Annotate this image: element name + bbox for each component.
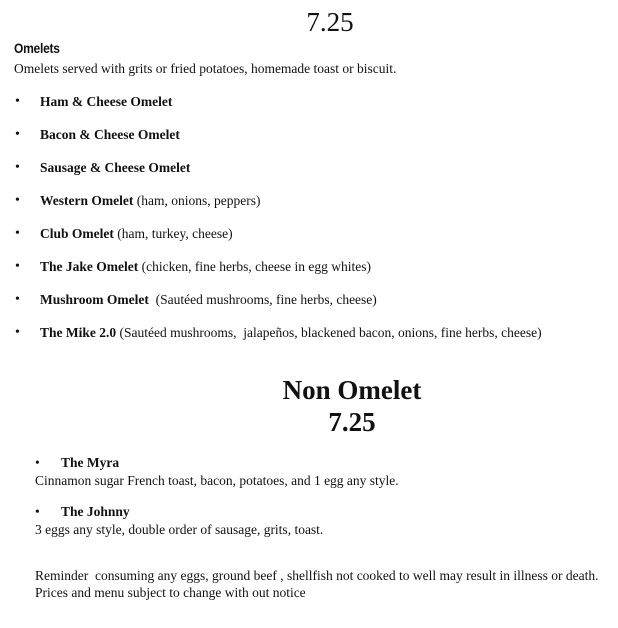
omelet-name: The Mike 2.0 — [40, 325, 117, 340]
list-item — [35, 454, 399, 489]
list-item — [0, 92, 618, 125]
omelet-name: Sausage & Cheese Omelet — [40, 160, 191, 175]
list-item — [0, 323, 618, 356]
notice-line-1: Reminder consuming any eggs, ground beef , shellfish not cooked to well may result in illness or death. — [35, 568, 599, 583]
omelets-heading: Omelets — [14, 40, 60, 56]
omelet-detail: (Sautéed mushrooms, fine herbs, cheese) — [148, 292, 377, 307]
omelet-list — [0, 92, 618, 356]
dish-description: Cinnamon sugar French toast, bacon, potatoes, and 1 egg any style. — [35, 473, 399, 488]
list-item — [0, 125, 618, 158]
omelet-name: Mushroom Omelet — [40, 292, 149, 307]
dish-name: The Myra — [61, 455, 120, 470]
list-item — [0, 257, 618, 290]
non-omelet-price: 7.25 — [328, 407, 376, 437]
omelet-name: The Jake Omelet — [40, 259, 139, 274]
bullet-icon: • — [15, 226, 20, 241]
omelets-description: Omelets served with grits or fried potatoes, homemade toast or biscuit. — [14, 61, 397, 76]
omelet-name: Ham & Cheese Omelet — [40, 94, 173, 109]
omelet-detail: (Sautéed mushrooms, jalapeños, blackened bacon, onions, fine herbs, cheese) — [116, 325, 542, 340]
bullet-icon: • — [35, 455, 40, 470]
omelet-detail: (chicken, fine herbs, cheese in egg whites) — [138, 259, 372, 274]
list-item — [0, 158, 618, 191]
omelet-name: Bacon & Cheese Omelet — [40, 127, 180, 142]
list-item — [35, 503, 323, 538]
omelet-name: Western Omelet — [40, 193, 134, 208]
bullet-icon: • — [15, 259, 20, 274]
bullet-icon: • — [15, 160, 20, 175]
omelet-detail: (ham, onions, peppers) — [133, 193, 261, 208]
bullet-icon: • — [35, 504, 40, 519]
notice-line-2: Prices and menu subject to change with out notice — [35, 585, 306, 600]
bullet-icon: • — [15, 292, 20, 307]
bullet-icon: • — [15, 94, 20, 109]
bullet-icon: • — [15, 193, 20, 208]
omelet-name: Club Omelet — [40, 226, 114, 241]
list-item — [0, 290, 618, 323]
notice — [35, 567, 599, 601]
dish-description: 3 eggs any style, double order of sausage, grits, toast. — [35, 522, 324, 537]
list-item — [0, 191, 618, 224]
non-omelet-heading: Non Omelet — [282, 375, 422, 405]
dish-name: The Johnny — [61, 504, 130, 519]
bullet-icon: • — [15, 325, 20, 340]
bullet-icon: • — [15, 127, 20, 142]
omelet-price: 7.25 — [306, 7, 354, 37]
omelet-detail: (ham, turkey, cheese) — [113, 226, 233, 241]
list-item — [0, 224, 618, 257]
